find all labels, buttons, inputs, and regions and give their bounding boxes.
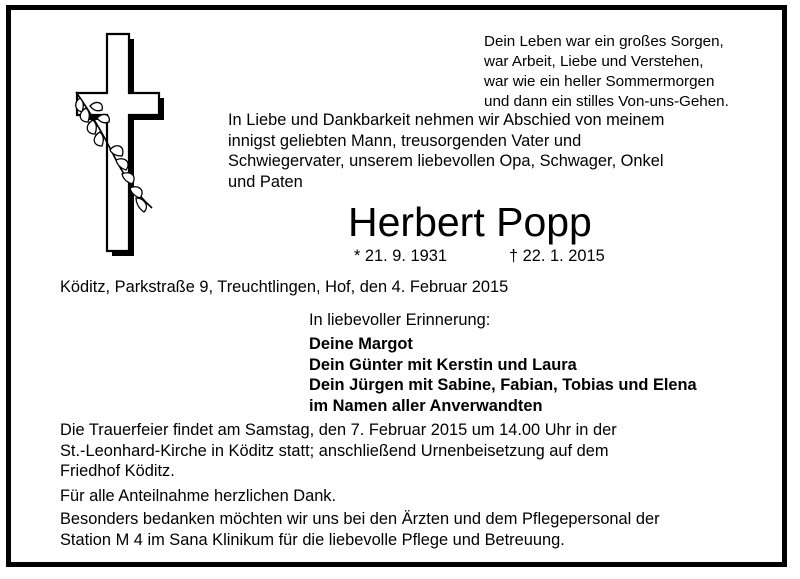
service-line: St.-Leonhard-Kirche in Köditz statt; anschließend Urnenbeisetzung auf dem xyxy=(60,441,609,460)
special-thanks xyxy=(60,509,660,550)
poem-line: Dein Leben war ein großes Sorgen, xyxy=(484,33,724,50)
service-line: Die Trauerfeier findet am Samstag, den 7. Februar 2015 um 14.00 Uhr in der xyxy=(60,421,617,439)
intro-text xyxy=(228,110,664,192)
mourner-line: im Namen aller Anverwandten xyxy=(309,396,543,415)
mourners-list xyxy=(309,334,697,416)
mourner-line: Dein Jürgen mit Sabine, Fabian, Tobias und Elena xyxy=(309,376,697,394)
poem xyxy=(484,32,729,112)
special-thanks-line: Station M 4 im Sana Klinikum für die liebevolle Pflege und Betreuung. xyxy=(60,530,565,549)
poem-line: und dann ein stilles Von-uns-Gehen. xyxy=(484,93,729,110)
poem-line: war Arbeit, Liebe und Verstehen, xyxy=(484,53,704,70)
intro-line: Schwiegervater, unserem liebevollen Opa, Schwager, Onkel xyxy=(228,152,664,170)
intro-line: innigst geliebten Mann, treusorgenden Vater und xyxy=(228,131,582,150)
cross-with-palm-icon xyxy=(72,32,168,264)
service-info xyxy=(60,420,617,482)
mourner-line: Deine Margot xyxy=(309,335,413,353)
thanks-text: Für alle Anteilnahme herzlichen Dank. xyxy=(60,487,337,505)
special-thanks-line: Besonders bedanken möchten wir uns bei den Ärzten und dem Pflegepersonal der xyxy=(60,510,660,528)
obituary-card xyxy=(6,5,787,567)
intro-line: In Liebe und Dankbarkeit nehmen wir Abschied von meinem xyxy=(228,111,665,129)
poem-line: war wie ein heller Sommermorgen xyxy=(484,73,715,90)
memory-heading: In liebevoller Erinnerung: xyxy=(309,311,491,329)
birth-date: * 21. 9. 1931 xyxy=(354,247,447,265)
deceased-name: Herbert Popp xyxy=(348,199,592,245)
service-line: Friedhof Köditz. xyxy=(60,462,175,480)
mourner-line: Dein Günter mit Kerstin und Laura xyxy=(309,355,577,374)
place-and-date: Köditz, Parkstraße 9, Treuchtlingen, Hof, den 4. Februar 2015 xyxy=(60,278,509,296)
intro-line: und Paten xyxy=(228,172,303,191)
death-date: † 22. 1. 2015 xyxy=(509,247,605,265)
